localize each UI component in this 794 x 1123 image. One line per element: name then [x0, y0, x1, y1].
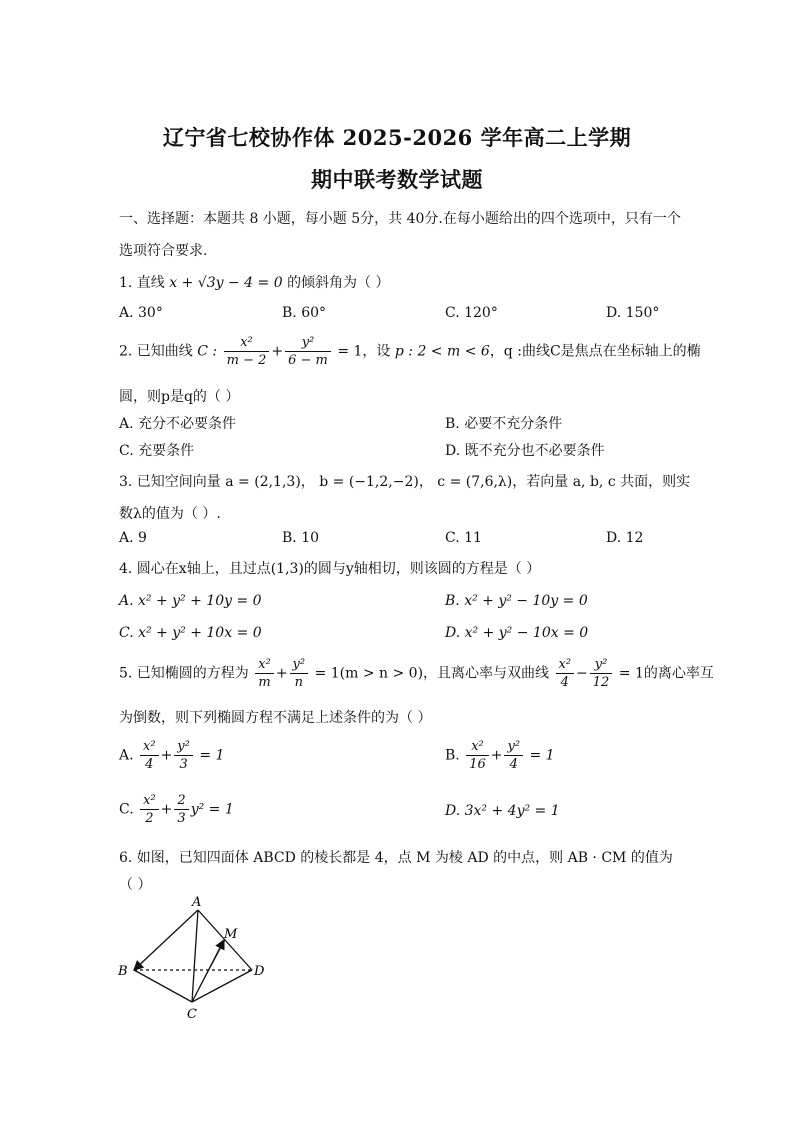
edge-bc — [134, 970, 192, 1002]
q2-option-b: B. 必要不充分条件 — [445, 416, 563, 432]
q4-line1: 4. 圆心在x轴上，且过点(1,3)的圆与y轴相切，则该圆的方程是（ ） — [119, 561, 541, 577]
q2-curve-label: C : — [197, 343, 218, 360]
q4-option-a: A. x² + y² + 10y = 0 — [119, 593, 262, 609]
label-d: D — [254, 964, 265, 979]
q2-line2: 圆，则p是q的（ ） — [119, 389, 240, 405]
q2-mid: = 1，设 — [337, 343, 391, 360]
q5-option-c: C. $\frac{\text{x²}}{2}$ + $\frac{2}{3}$ y² = 1 — [119, 793, 234, 826]
q2-option-a: A. 充分不必要条件 — [119, 416, 237, 432]
tetrahedron-figure — [110, 890, 280, 1025]
edge-ac — [192, 910, 198, 1002]
q1-option-c: C. 120° — [445, 305, 498, 321]
exam-title-line2: 期中联考数学试题 — [311, 167, 483, 192]
question-5-stem: 5. 已知椭圆的方程为 $\frac{\text{x²}}{m}$ + $\frac{\text{y²}}{n}$ = 1(m > n > 0)，且离心率与双曲线 $\frac{\text{x²}}{4}$ − $\frac{\text{y²}}{12}$ = 1的离心率互 — [119, 657, 714, 690]
q3-option-c: C. 11 — [445, 530, 482, 546]
q4-option-d: D. x² + y² − 10x = 0 — [445, 625, 589, 641]
q5-hyperbola-frac-1: $\frac{\text{x²}}{4}$ — [556, 656, 575, 691]
q4-option-c: C. x² + y² + 10x = 0 — [119, 625, 262, 641]
q5-prefix: 5. 已知椭圆的方程为 — [119, 665, 249, 682]
section-intro-line1: 一、选择题：本题共 8 小题，每小题 5分，共 40分.在每小题给出的四个选项中，只有一个 — [119, 211, 681, 227]
q1-prefix: 1. 直线 — [119, 275, 165, 291]
q3-line1: 3. 已知空间向量 a = (2,1,3)， b = (−1,2,−2)， c = (7,6,λ)，若向量 a, b, c 共面，则实 — [119, 474, 691, 490]
label-b: B — [118, 964, 128, 979]
q5-suffix: = 1的离心率互 — [618, 665, 714, 682]
q2-option-d: D. 既不充分也不必要条件 — [445, 443, 605, 459]
q5-ellipse-frac-2: $\frac{\text{y²}}{n}$ — [290, 656, 309, 691]
q6-line1: 6. 如图，已知四面体 ABCD 的棱长都是 4，点 M 为棱 AD 的中点，则 AB · CM 的值为 — [119, 850, 673, 866]
q2-p-condition: p : 2 < m < 6 — [394, 343, 490, 360]
q3-option-b: B. 10 — [282, 530, 320, 546]
q1-suffix: 的倾斜角为（ ） — [287, 275, 390, 291]
edge-cd — [192, 970, 252, 1002]
section-intro-line2: 选项符合要求. — [119, 243, 208, 259]
q5-option-a: A. $\frac{\text{x²}}{4}$ + $\frac{\text{y²}}{3}$ = 1 — [119, 739, 225, 772]
q5-hyperbola-frac-2: $\frac{\text{y²}}{12}$ — [590, 656, 613, 691]
question-2-stem: 2. 已知曲线 C : $\frac{\text{x²}}{m - 2}$ + $\frac{\text{y²}}{6 - m}$ = 1，设 p : 2 < m < 6，q :曲线C是焦点在坐标轴上的椭 — [119, 335, 701, 368]
q1-expression: x + √3y − 4 = 0 — [169, 275, 283, 291]
q1-option-a: A. 30° — [119, 305, 163, 321]
q2-fraction-1: $\frac{\text{x²}}{m - 2}$ — [224, 334, 270, 369]
q6-line2: （ ） — [119, 877, 152, 893]
q2-q-condition: ，q :曲线C是焦点在坐标轴上的椭 — [489, 343, 701, 360]
q2-option-c: C. 充要条件 — [119, 443, 195, 459]
label-a: A — [192, 895, 202, 910]
q5-ellipse-frac-1: $\frac{\text{x²}}{m}$ — [255, 656, 274, 691]
label-c: C — [187, 1007, 197, 1022]
question-1-stem — [119, 272, 390, 292]
label-m: M — [224, 927, 238, 942]
q3-option-a: A. 9 — [119, 530, 147, 546]
q5-mid: = 1(m > n > 0)，且离心率与双曲线 — [314, 665, 550, 682]
q3-option-d: D. 12 — [606, 530, 644, 546]
q4-option-b: B. x² + y² − 10y = 0 — [445, 593, 588, 609]
q3-line2: 数λ的值为（ ）. — [119, 506, 221, 522]
q5-line2: 为倒数，则下列椭圆方程不满足上述条件的为（ ） — [119, 710, 432, 726]
edge-ab — [134, 910, 198, 970]
q2-prefix: 2. 已知曲线 — [119, 343, 193, 360]
q1-option-b: B. 60° — [282, 305, 327, 321]
q5-option-d: D. 3x² + 4y² = 1 — [445, 803, 560, 819]
q2-fraction-2: $\frac{\text{y²}}{6 - m}$ — [285, 334, 331, 369]
exam-title-line1: 辽宁省七校协作体 2025-2026 学年高二上学期 — [162, 125, 632, 150]
q1-option-d: D. 150° — [606, 305, 660, 321]
q5-option-b: B. $\frac{\text{x²}}{16}$ + $\frac{\text{y²}}{4}$ = 1 — [445, 739, 555, 772]
